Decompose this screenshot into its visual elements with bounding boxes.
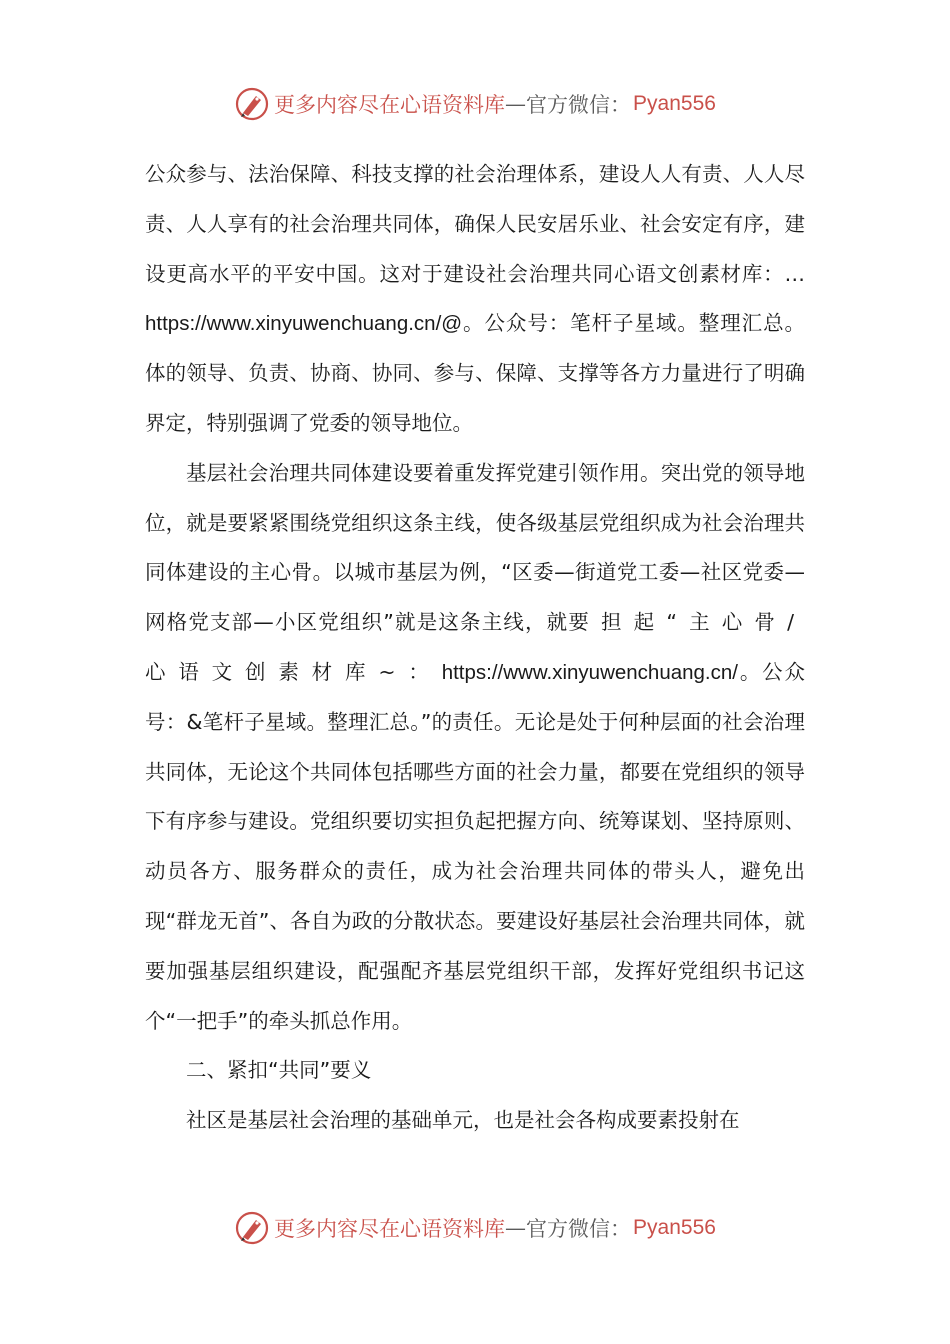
paragraph-2-text-b: 。公众号：&笔杆子星域。整理汇总。”的责任。无论是处于何种层面的社会治理共同体，无论这个共同体包括哪些方面的社会力量，都要在党组织的领导下有序参与建设。党组织要切实担负起把握方向、统筹谋划、坚持原则、动员各方、服务群众的责任，成为社会治理共同体的带头人，避免出现“群龙无首”、各自为政的分散状态。要建设好基层社会治理共同体，就要加强基层组织建设，配强配齐基层党组织干部，发挥好党组织书记这个“一把手”的牵头抓总作用。 [145, 659, 805, 1033]
pen-nib-logo-icon [234, 1210, 270, 1246]
banner-dash: — [505, 1216, 527, 1240]
document-body [145, 150, 805, 1146]
paragraph-2 [145, 449, 805, 1047]
paragraph-1-url: https://www.xinyuwenchuang.cn/@ [145, 312, 463, 336]
banner-dash: — [505, 92, 527, 116]
banner-brand-text: 更多内容尽在心语资料库 [274, 93, 506, 117]
banner-brand-text: 更多内容尽在心语资料库 [274, 1217, 506, 1241]
paragraph-3: 社区是基层社会治理的基础单元，也是社会各构成要素投射在 [186, 1108, 740, 1133]
banner-wechat-id: Pyan556 [633, 1216, 716, 1239]
footer-banner [0, 1208, 950, 1248]
pen-nib-logo-icon [234, 86, 270, 122]
paragraph-1-text-b: 。公众号：笔杆子星域。整理汇总。体的领导、负责、协商、协同、参与、保障、支撑等各方力量进行了明确界定，特别强调了党委的领导地位。 [145, 311, 805, 435]
paragraph-1-text-a: 公众参与、法治保障、科技支撑的社会治理体系，建设人人有责、人人尽责、人人享有的社会治理共同体，确保人民安居乐业、社会安定有序，建设更高水平的平安中国。这对于建设社会治理共同心语文创素材库：… [145, 162, 805, 286]
banner-wechat-id: Pyan556 [633, 92, 716, 115]
section-heading: 二、紧扣“共同”要义 [186, 1058, 372, 1083]
banner-wechat-label: 官方微信： [526, 1217, 632, 1241]
header-banner [0, 84, 950, 124]
paragraph-2-url: https://www.xinyuwenchuang.cn/ [441, 660, 738, 684]
banner-wechat-label: 官方微信： [526, 93, 632, 117]
paragraph-2-spread-text: 要担起“主心骨/心语文创素材库~： [145, 610, 805, 684]
paragraph-2-text-a: 基层社会治理共同体建设要着重发挥党建引领作用。突出党的领导地位，就是要紧紧围绕党组织这条主线，使各级基层党组织成为社会治理共同体建设的主心骨。以城市基层为例，“区委—街道党工委—社区党委—网格党支部—小区党组织”就是这条主线，就 [145, 460, 805, 635]
paragraph-1 [145, 150, 805, 449]
